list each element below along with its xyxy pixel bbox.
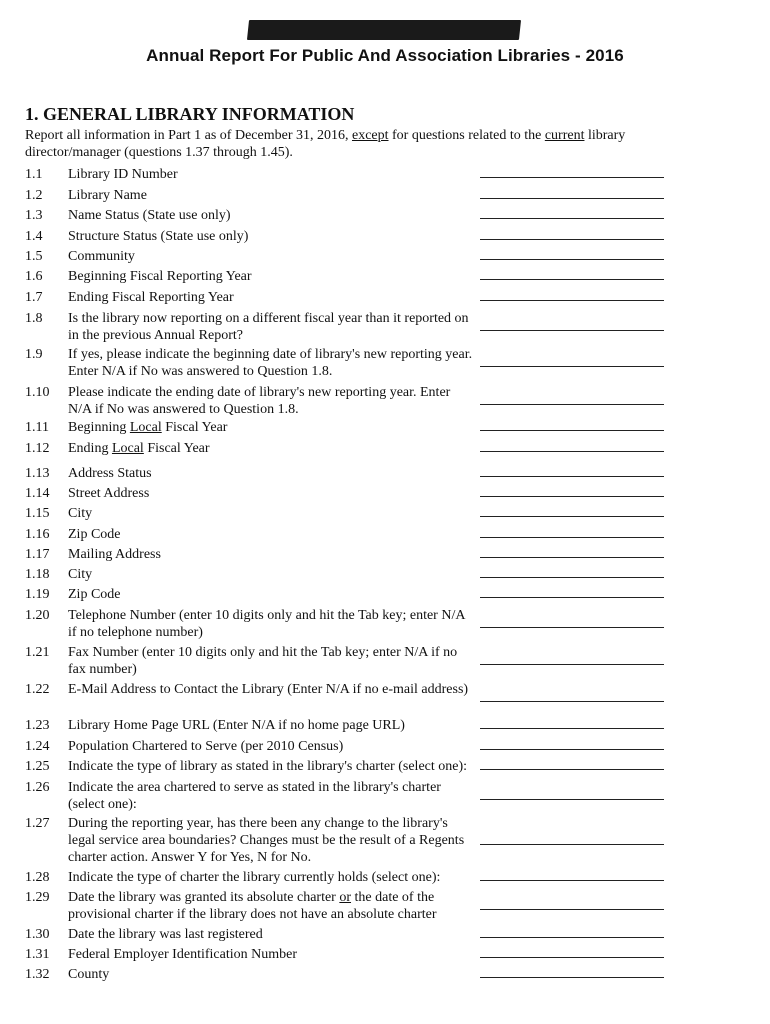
answer-field[interactable] <box>480 177 664 178</box>
question-label: City <box>68 567 93 582</box>
intro-text: for questions related to the <box>388 128 545 143</box>
answer-field[interactable] <box>480 880 664 881</box>
question-number: 1.32 <box>25 967 50 982</box>
question-label-text: Fiscal Year <box>161 420 228 435</box>
question-label-text: Beginning <box>68 420 130 435</box>
question-label-text: Date the library was granted its absolute charter <box>68 890 340 905</box>
answer-field[interactable] <box>480 937 664 938</box>
question-row <box>0 779 770 815</box>
answer-field[interactable] <box>480 516 664 517</box>
answer-field[interactable] <box>480 557 664 558</box>
question-label: Indicate the area chartered to serve as stated in the library's charter (select one): <box>68 780 441 812</box>
question-label-text: Ending <box>68 441 112 456</box>
question-label: E-Mail Address to Contact the Library (Enter N/A if no e-mail address) <box>68 682 469 697</box>
question-number: 1.4 <box>25 229 43 244</box>
question-label: During the reporting year, has there been any change to the library's legal service area boundaries? Changes must be the result of a Regents charter action. Answer Y for Yes, N for No. <box>68 816 465 865</box>
question-label: Zip Code <box>68 527 121 542</box>
question-number: 1.8 <box>25 311 43 326</box>
question-number: 1.24 <box>25 739 50 754</box>
answer-field[interactable] <box>480 664 664 665</box>
question-number: 1.11 <box>25 420 49 435</box>
question-number: 1.29 <box>25 890 50 905</box>
question-number: 1.2 <box>25 188 43 203</box>
question-label: Street Address <box>68 486 150 501</box>
question-label: Is the library now reporting on a different fiscal year than it reported on in the previous Annual Report? <box>68 311 469 343</box>
question-number: 1.9 <box>25 347 43 362</box>
intro-text: Report all information in Part 1 as of December 31, 2016, <box>25 128 352 143</box>
question-label <box>68 889 476 923</box>
question-label: If yes, please indicate the beginning date of library's new reporting year. Enter N/A if No was answered to Question 1.8. <box>68 347 473 379</box>
question-label: Mailing Address <box>68 547 161 562</box>
answer-field[interactable] <box>480 909 664 910</box>
answer-field[interactable] <box>480 577 664 578</box>
question-number: 1.5 <box>25 249 43 264</box>
answer-field[interactable] <box>480 279 664 280</box>
answer-field[interactable] <box>480 769 664 770</box>
question-row <box>0 889 770 925</box>
question-row <box>0 681 770 717</box>
question-number: 1.6 <box>25 269 43 284</box>
answer-field[interactable] <box>480 597 664 598</box>
answer-field[interactable] <box>480 430 664 431</box>
question-number: 1.27 <box>25 816 50 831</box>
question-number: 1.21 <box>25 645 50 660</box>
question-label <box>68 440 476 457</box>
answer-field[interactable] <box>480 366 664 367</box>
question-label: Ending Fiscal Reporting Year <box>68 290 234 305</box>
question-number: 1.26 <box>25 780 50 795</box>
question-number: 1.23 <box>25 718 50 733</box>
question-number: 1.25 <box>25 759 50 774</box>
answer-field[interactable] <box>480 239 664 240</box>
question-number: 1.3 <box>25 208 43 223</box>
answer-field[interactable] <box>480 977 664 978</box>
answer-field[interactable] <box>480 728 664 729</box>
question-label: Fax Number (enter 10 digits only and hit the Tab key; enter N/A if no fax number) <box>68 645 458 677</box>
question-number: 1.17 <box>25 547 50 562</box>
question-label: Date the library was last registered <box>68 927 263 942</box>
question-number: 1.31 <box>25 947 50 962</box>
question-label: Beginning Fiscal Reporting Year <box>68 269 252 284</box>
question-label-underlined: Local <box>129 420 162 435</box>
question-label-underlined: Local <box>111 441 144 456</box>
intro-current-underlined: current <box>544 128 585 143</box>
question-number: 1.10 <box>25 385 50 400</box>
question-number: 1.12 <box>25 441 50 456</box>
question-number: 1.1 <box>25 167 43 182</box>
question-number: 1.13 <box>25 466 50 481</box>
section-heading: 1. GENERAL LIBRARY INFORMATION <box>25 104 355 124</box>
question-label: Address Status <box>68 466 152 481</box>
answer-field[interactable] <box>480 451 664 452</box>
question-number: 1.30 <box>25 927 50 942</box>
question-label: County <box>68 967 110 982</box>
question-label: City <box>68 506 93 521</box>
question-row <box>0 346 770 382</box>
intro-text: library director/manager (questions 1.37 through 1.45). <box>25 128 626 160</box>
answer-field[interactable] <box>480 259 664 260</box>
question-number: 1.28 <box>25 870 50 885</box>
answer-field[interactable] <box>480 404 664 405</box>
question-label: Community <box>68 249 135 264</box>
answer-field[interactable] <box>480 330 664 331</box>
question-label: Library ID Number <box>68 167 178 182</box>
question-row <box>0 607 770 643</box>
answer-field[interactable] <box>480 701 664 702</box>
question-label-text: the date of the provisional charter if the library does not have an absolute charter <box>68 890 437 922</box>
question-row <box>0 815 770 865</box>
question-label: Federal Employer Identification Number <box>68 947 297 962</box>
question-label <box>68 419 476 436</box>
question-label: Library Home Page URL (Enter N/A if no home page URL) <box>68 718 405 733</box>
answer-field[interactable] <box>480 957 664 958</box>
question-label: Name Status (State use only) <box>68 208 231 223</box>
answer-field[interactable] <box>480 627 664 628</box>
answer-field[interactable] <box>480 496 664 497</box>
question-number: 1.20 <box>25 608 50 623</box>
section-intro <box>25 127 655 161</box>
question-number: 1.19 <box>25 587 50 602</box>
question-label: Population Chartered to Serve (per 2010 Census) <box>68 739 344 754</box>
question-label: Zip Code <box>68 587 121 602</box>
question-row <box>0 310 770 346</box>
question-row <box>0 384 770 420</box>
answer-field[interactable] <box>480 300 664 301</box>
question-number: 1.15 <box>25 506 50 521</box>
answer-field[interactable] <box>480 799 664 800</box>
answer-field[interactable] <box>480 476 664 477</box>
redacted-heading-bar <box>247 20 521 40</box>
page-title: Annual Report For Public And Association Libraries - 2016 <box>146 46 624 65</box>
question-label: Indicate the type of charter the library currently holds (select one): <box>68 870 441 885</box>
question-number: 1.7 <box>25 290 43 305</box>
answer-field[interactable] <box>480 198 664 199</box>
question-label: Library Name <box>68 188 147 203</box>
question-number: 1.16 <box>25 527 50 542</box>
question-number: 1.22 <box>25 682 50 697</box>
question-row <box>0 966 770 1002</box>
answer-field[interactable] <box>480 749 664 750</box>
answer-field[interactable] <box>480 537 664 538</box>
question-label: Indicate the type of library as stated in the library's charter (select one): <box>68 759 468 774</box>
intro-except-underlined: except <box>351 128 389 143</box>
question-label-text: Fiscal Year <box>143 441 210 456</box>
question-number: 1.18 <box>25 567 50 582</box>
question-label: Telephone Number (enter 10 digits only and hit the Tab key; enter N/A if no telephone number) <box>68 608 465 640</box>
question-row <box>0 644 770 680</box>
question-label: Structure Status (State use only) <box>68 229 249 244</box>
question-number: 1.14 <box>25 486 50 501</box>
answer-field[interactable] <box>480 844 664 845</box>
question-label: Please indicate the ending date of library's new reporting year. Enter N/A if No was answered to Question 1.8. <box>68 385 451 417</box>
question-label-underlined: or <box>339 890 352 905</box>
answer-field[interactable] <box>480 218 664 219</box>
